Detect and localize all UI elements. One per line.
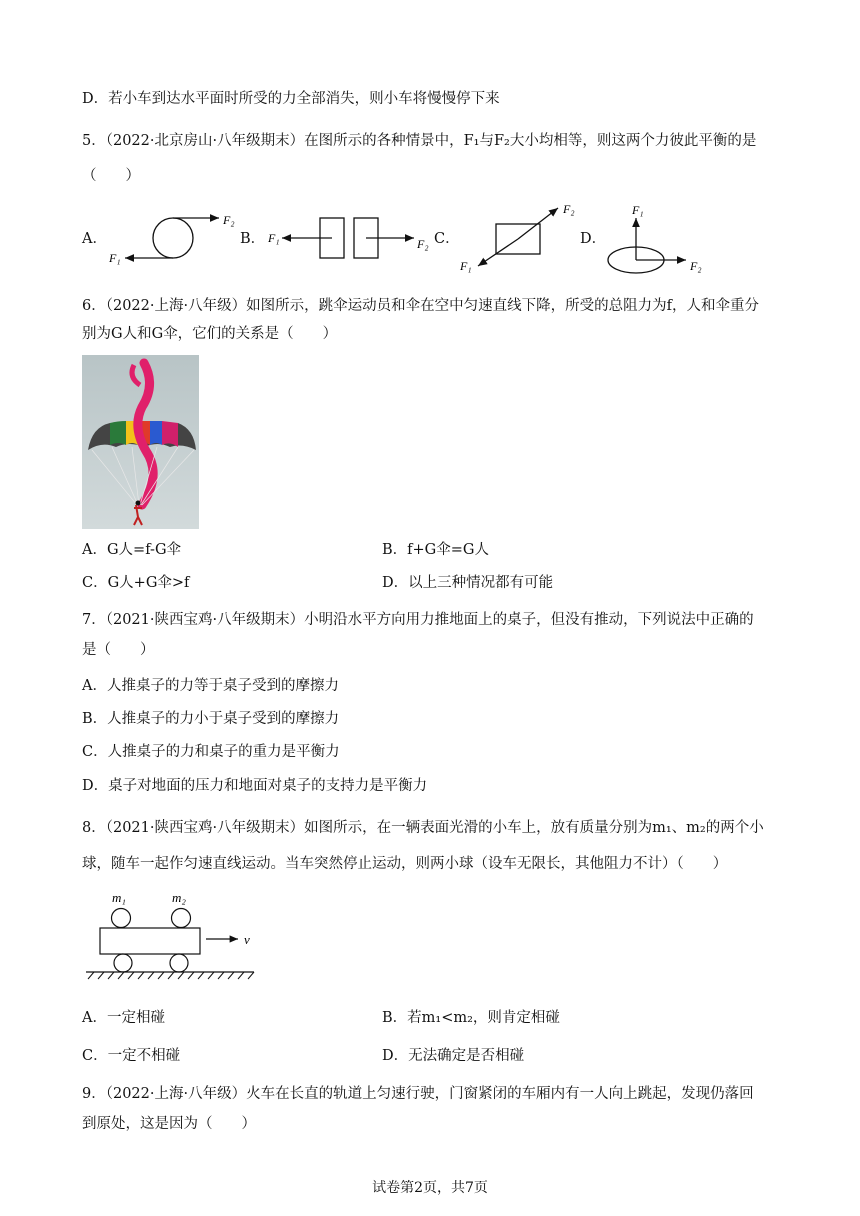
ground-hatching [88,972,254,979]
m2-label: m₂ [172,890,186,905]
q8-option-b: B．若m₁<m₂，则肯定相碰 [382,1010,560,1026]
q8-cart-figure [82,880,272,980]
q5-blank: （ ） [82,168,140,184]
q8-stem-line2: 球，随车一起作匀速直线运动。当车突然停止运动，则两小球（设车无限长，其他阻力不计）（ ） [82,856,728,872]
v-label: v [244,932,250,947]
ball-m1 [112,909,131,928]
cart-body [100,928,200,954]
q5-figure-c [456,198,576,274]
q8-option-a: A．一定相碰 [82,1010,165,1026]
page-footer: 试卷第2页，共7页 [372,1180,488,1196]
q7-option-c: C．人推桌子的力和桌子的重力是平衡力 [82,744,340,760]
force-f1-arrow [478,239,518,266]
q5-label-c: C． [434,231,460,247]
f1-label: F₁ [268,231,280,245]
q5-stem: 5．（2022·北京房山·八年级期末）在图所示的各种情景中，F₁与F₂大小均相等，则这两个力彼此平衡的是 [82,133,757,149]
q8-stem-line1: 8．（2021·陕西宝鸡·八年级期末）如图所示，在一辆表面光滑的小车上，放有质量分别为m₁、m₂的两个小 [82,820,764,836]
q5-figure-a [105,200,245,270]
q7-stem-line2: 是（ ） [82,642,155,658]
q7-option-a: A．人推桌子的力等于桌子受到的摩擦力 [82,678,339,694]
q9-stem-line2: 到原处，这是因为（ ） [82,1116,256,1132]
q5-label-b: B． [240,231,266,247]
q6-option-b: B．f+G伞=G人 [382,542,489,558]
f1-label: F₁ [632,203,644,217]
q6-stem-line2: 别为G人和G伞，它们的关系是（ ） [82,326,338,342]
q8-option-d: D．无法确定是否相碰 [382,1048,525,1064]
f2-label: F₂ [417,237,429,251]
q5-figure-d [600,198,715,278]
q7-option-b: B．人推桌子的力小于桌子受到的摩擦力 [82,711,340,727]
f1-label: F₁ [460,259,472,273]
q5-label-a: A． [82,231,107,247]
q9-stem-line1: 9．（2022·上海·八年级）火车在长直的轨道上匀速行驶，门窗紧闭的车厢内有一人向上跳起，发现仍落回 [82,1086,754,1102]
q8-option-c: C．一定不相碰 [82,1048,181,1064]
f2-label: F₂ [563,202,575,216]
parachute-photo [82,355,199,529]
pulley-wheel [153,218,193,258]
wheel-left [114,954,132,972]
f2-label: F₂ [690,259,702,273]
q4-option-d: D．若小车到达水平面时所受的力全部消失，则小车将慢慢停下来 [82,91,500,107]
f2-label: F₂ [223,213,235,227]
q7-stem-line1: 7．（2021·陕西宝鸡·八年级期末）小明沿水平方向用力推地面上的桌子，但没有推动，下列说法中正确的 [82,612,754,628]
q5-label-d: D． [580,231,607,247]
m1-label: m₁ [112,890,126,905]
q6-stem-line1: 6．（2022·上海·八年级）如图所示，跳伞运动员和伞在空中匀速直线下降，所受的总阻力为f，人和伞重分 [82,298,759,314]
ball-m2 [172,909,191,928]
q6-option-a: A．G人=f-G伞 [82,542,182,558]
q6-option-d: D．以上三种情况都有可能 [382,575,554,591]
wheel-right [170,954,188,972]
q6-option-c: C．G人+G伞>f [82,575,190,591]
f1-label: F₁ [109,251,121,265]
q7-option-d: D．桌子对地面的压力和地面对桌子的支持力是平衡力 [82,778,428,794]
q5-figure-b [262,210,437,266]
